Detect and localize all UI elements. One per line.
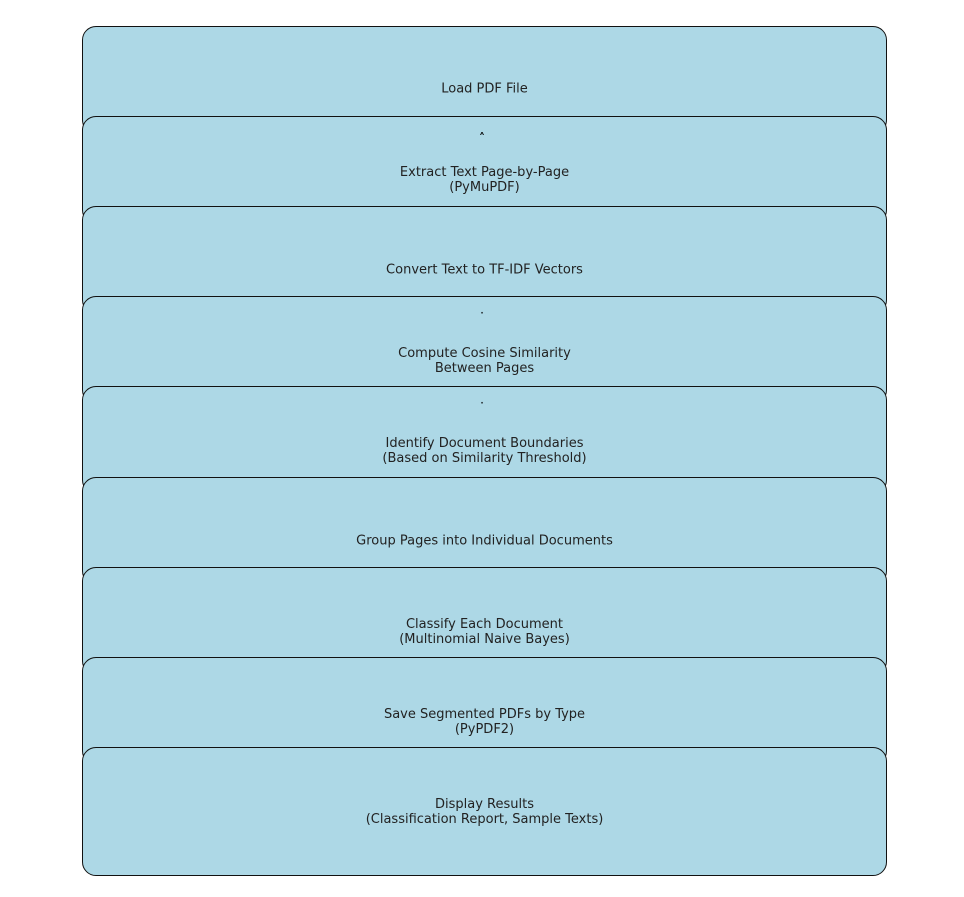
step-label: Convert Text to TF-IDF Vectors — [386, 262, 583, 278]
step-label: Load PDF File — [441, 81, 528, 97]
arrow-dot-icon: · — [480, 396, 484, 410]
step-label: Save Segmented PDFs by Type (PyPDF2) — [383, 707, 586, 737]
step-label: Extract Text Page-by-Page (PyMuPDF) — [399, 165, 570, 195]
step-label: Compute Cosine Similarity Between Pages — [398, 346, 571, 376]
arrow-head-icon: ˄ — [479, 131, 485, 145]
step-label: Classify Each Document (Multinomial Naive Bayes) — [399, 617, 570, 647]
step-label: Identify Document Boundaries (Based on Similarity Threshold) — [382, 436, 587, 466]
step-display-results — [82, 747, 887, 876]
step-label: Group Pages into Individual Documents — [356, 533, 613, 549]
step-label: Display Results (Classification Report, Sample Texts) — [365, 797, 604, 827]
arrow-dot-icon: · — [480, 306, 484, 320]
